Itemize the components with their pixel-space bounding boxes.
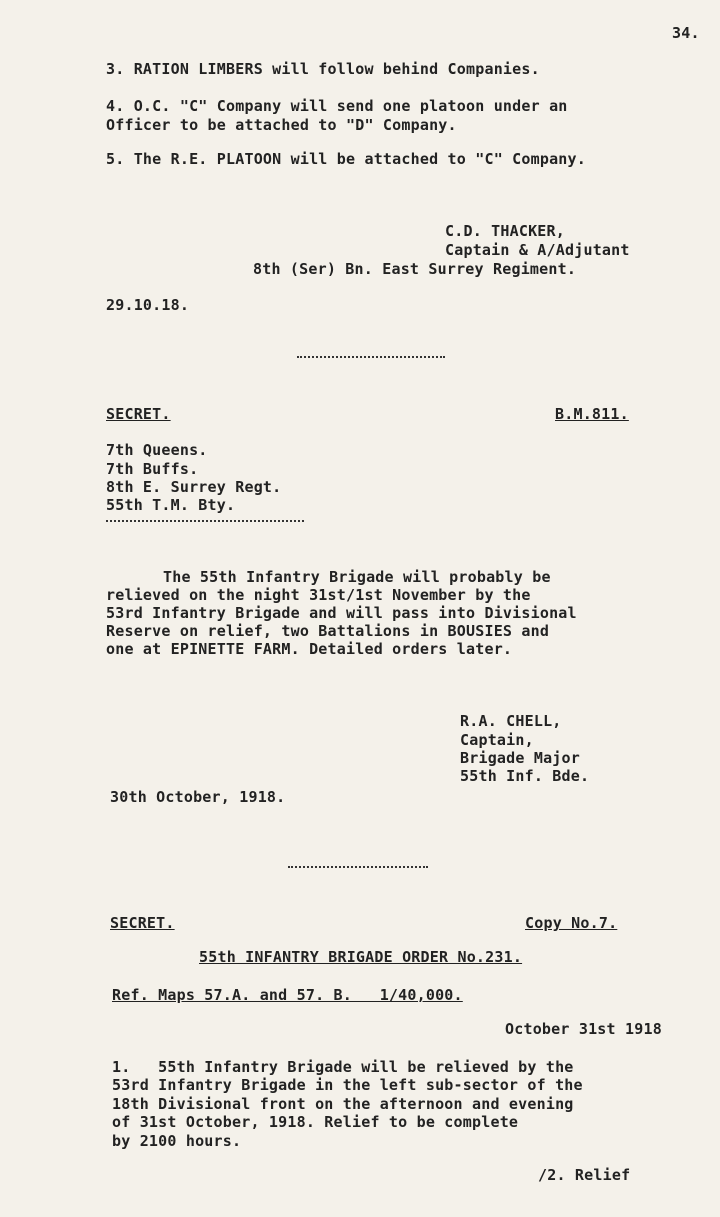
body-line: 53rd Infantry Brigade and will pass into Divisional [106,604,577,622]
continuation-note: /2. Relief [538,1166,631,1184]
divider [288,866,428,868]
paragraph-line: of 31st October, 1918. Relief to be complete [112,1113,519,1131]
date: 29.10.18. [106,296,190,314]
body-line: The 55th Infantry Brigade will probably be [163,568,551,586]
signature-role: Brigade Major [460,749,580,767]
signature-unit: 55th Inf. Bde. [460,767,590,785]
order-item-4-line-2: Officer to be attached to "D" Company. [106,116,457,134]
map-reference: Ref. Maps 57.A. and 57. B. 1/40,000. [112,986,463,1004]
signature-name: C.D. THACKER, [445,222,565,240]
divider [297,356,445,358]
secret-heading: SECRET. [106,405,171,423]
addressee: 7th Queens. [106,441,208,459]
copy-number: Copy No.7. [525,914,618,932]
date: 30th October, 1918. [110,788,286,806]
order-title: 55th INFANTRY BRIGADE ORDER No.231. [199,948,523,966]
addressee: 8th E. Surrey Regt. [106,478,282,496]
addressee: 7th Buffs. [106,460,199,478]
order-item-3: 3. RATION LIMBERS will follow behind Companies. [106,60,540,78]
body-line: Reserve on relief, two Battalions in BOUSIES and [106,622,550,640]
signature-rank: Captain, [460,731,534,749]
page-number: 34. [672,24,700,42]
addressee: 55th T.M. Bty. [106,496,236,514]
signature-name: R.A. CHELL, [460,712,562,730]
paragraph-line: 18th Divisional front on the afternoon and evening [112,1095,574,1113]
secret-heading: SECRET. [110,914,175,932]
paragraph-line: 1. 55th Infantry Brigade will be relieved by the [112,1058,574,1076]
paragraph-line: 53rd Infantry Brigade in the left sub-sector of the [112,1076,583,1094]
signature-rank: Captain & A/Adjutant [445,241,630,259]
order-date: October 31st 1918 [505,1020,662,1038]
signature-unit: 8th (Ser) Bn. East Surrey Regiment. [253,260,577,278]
paragraph-line: by 2100 hours. [112,1132,242,1150]
order-item-4-line-1: 4. O.C. "C" Company will send one platoon under an [106,97,568,115]
divider [106,520,304,522]
reference-number: B.M.811. [555,405,629,423]
order-item-5: 5. The R.E. PLATOON will be attached to "C" Company. [106,150,586,168]
body-line: one at EPINETTE FARM. Detailed orders later. [106,640,513,658]
body-line: relieved on the night 31st/1st November by the [106,586,531,604]
